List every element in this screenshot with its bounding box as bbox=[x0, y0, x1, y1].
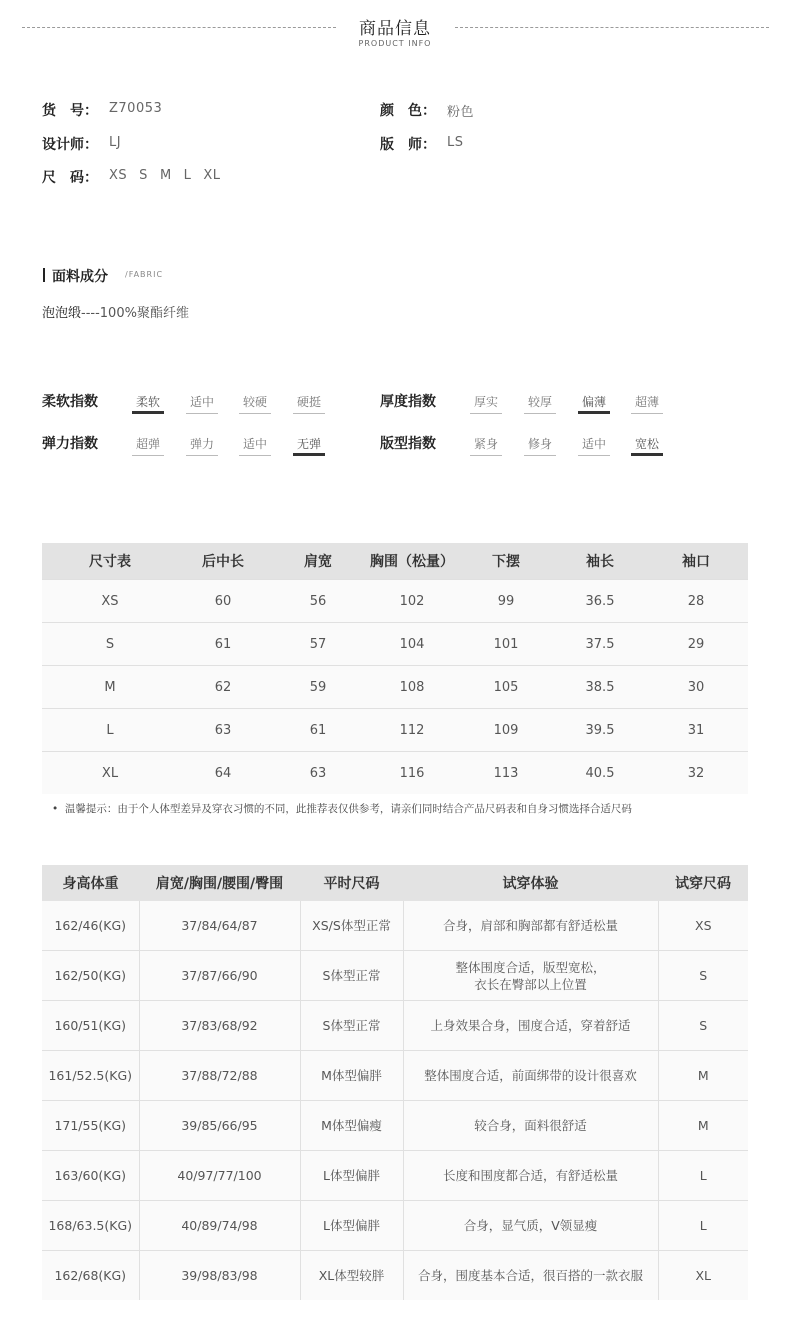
table-cell: 56 bbox=[268, 580, 368, 623]
table-cell: XL bbox=[658, 1251, 748, 1301]
table-cell: 162/50(KG) bbox=[42, 951, 139, 1001]
fit-option: 紧身 bbox=[470, 435, 502, 456]
table-cell: 162/68(KG) bbox=[42, 1251, 139, 1301]
softness-option: 适中 bbox=[186, 393, 218, 414]
size-option: XS bbox=[109, 168, 128, 183]
table-row bbox=[42, 951, 748, 1001]
column-header: 身高体重 bbox=[42, 865, 139, 901]
table-cell: S体型正常 bbox=[300, 1001, 403, 1051]
table-cell: L体型偏胖 bbox=[300, 1151, 403, 1201]
table-cell: 112 bbox=[368, 709, 456, 752]
table-cell: S bbox=[658, 1001, 748, 1051]
size-option: M bbox=[159, 168, 172, 183]
table-cell: 61 bbox=[268, 709, 368, 752]
fabric-title: 面料成分 bbox=[52, 269, 108, 285]
item-no-label: 货 号： bbox=[42, 103, 98, 119]
patternmaker-label: 版 师： bbox=[380, 137, 436, 153]
table-cell: 63 bbox=[268, 752, 368, 795]
table-cell: 合身，显气质，V领显瘦 bbox=[403, 1201, 658, 1251]
table-cell: 57 bbox=[268, 623, 368, 666]
softness-option: 柔软 bbox=[132, 393, 164, 414]
elasticity-option: 超弹 bbox=[132, 435, 164, 456]
table-cell: L体型偏胖 bbox=[300, 1201, 403, 1251]
table-cell: 较合身，面料很舒适 bbox=[403, 1101, 658, 1151]
column-header: 肩宽/胸围/腰围/臀围 bbox=[139, 865, 300, 901]
thickness-option: 较厚 bbox=[524, 393, 556, 414]
table-row bbox=[42, 1151, 748, 1201]
column-header: 尺寸表 bbox=[42, 543, 178, 580]
designer-value: LJ bbox=[109, 135, 122, 150]
table-cell: 37/87/66/90 bbox=[139, 951, 300, 1001]
table-cell: 61 bbox=[178, 623, 268, 666]
section-title: 商品信息 bbox=[359, 19, 431, 39]
column-header: 后中长 bbox=[178, 543, 268, 580]
table-cell: 31 bbox=[644, 709, 748, 752]
size-note: • 温馨提示：由于个人体型差异及穿衣习惯的不同，此推荐表仅供参考，请亲们同时结合产品尺码表和自身习惯选择合适尺码 bbox=[52, 803, 632, 815]
table-cell: 160/51(KG) bbox=[42, 1001, 139, 1051]
table-row bbox=[42, 666, 748, 709]
table-cell: 109 bbox=[456, 709, 556, 752]
table-cell: XL bbox=[42, 752, 178, 795]
table-cell: 合身，肩部和胸部都有舒适松量 bbox=[403, 901, 658, 951]
softness-label: 柔软指数 bbox=[42, 394, 98, 410]
table-row bbox=[42, 1201, 748, 1251]
thickness-option: 厚实 bbox=[470, 393, 502, 414]
table-cell: 101 bbox=[456, 623, 556, 666]
size-note-text: 温馨提示：由于个人体型差异及穿衣习惯的不同，此推荐表仅供参考，请亲们同时结合产品尺码表和自身习惯选择合适尺码 bbox=[64, 803, 632, 815]
size-label: 尺 码： bbox=[42, 170, 98, 186]
table-cell: 168/63.5(KG) bbox=[42, 1201, 139, 1251]
table-cell: 上身效果合身，围度合适，穿着舒适 bbox=[403, 1001, 658, 1051]
elasticity-label: 弹力指数 bbox=[42, 436, 98, 452]
table-row bbox=[42, 1101, 748, 1151]
column-header: 试穿体验 bbox=[403, 865, 658, 901]
table-cell: 40/89/74/98 bbox=[139, 1201, 300, 1251]
table-cell: 整体围度合适，版型宽松， 衣长在臀部以上位置 bbox=[403, 951, 658, 1001]
table-cell: 63 bbox=[178, 709, 268, 752]
table-cell: 32 bbox=[644, 752, 748, 795]
table-row bbox=[42, 1051, 748, 1101]
table-cell: S bbox=[42, 623, 178, 666]
table-cell: 99 bbox=[456, 580, 556, 623]
fabric-name: 泡泡缎 bbox=[42, 306, 82, 321]
fit-option: 修身 bbox=[524, 435, 556, 456]
table-cell: 38.5 bbox=[556, 666, 644, 709]
table-cell: 36.5 bbox=[556, 580, 644, 623]
column-header: 试穿尺码 bbox=[658, 865, 748, 901]
table-cell: M bbox=[42, 666, 178, 709]
designer-label: 设计师： bbox=[42, 137, 98, 153]
column-header: 下摆 bbox=[456, 543, 556, 580]
table-cell: 102 bbox=[368, 580, 456, 623]
elasticity-option: 弹力 bbox=[186, 435, 218, 456]
table-cell: 163/60(KG) bbox=[42, 1151, 139, 1201]
table-cell: 长度和围度都合适，有舒适松量 bbox=[403, 1151, 658, 1201]
table-cell: 37/83/68/92 bbox=[139, 1001, 300, 1051]
thickness-option: 偏薄 bbox=[578, 393, 610, 414]
table-row bbox=[42, 623, 748, 666]
table-cell: 整体围度合适，前面绑带的设计很喜欢 bbox=[403, 1051, 658, 1101]
table-cell: L bbox=[42, 709, 178, 752]
thickness-option: 超薄 bbox=[631, 393, 663, 414]
table-cell: 39/98/83/98 bbox=[139, 1251, 300, 1301]
color-value: 粉色 bbox=[447, 105, 475, 120]
table-cell: L bbox=[658, 1151, 748, 1201]
table-cell: 39.5 bbox=[556, 709, 644, 752]
table-cell: S bbox=[658, 951, 748, 1001]
size-option: XL bbox=[203, 168, 221, 183]
fit-option: 宽松 bbox=[631, 435, 663, 456]
softness-option: 较硬 bbox=[239, 393, 271, 414]
table-cell: 30 bbox=[644, 666, 748, 709]
table-cell: 29 bbox=[644, 623, 748, 666]
table-row bbox=[42, 901, 748, 951]
table-cell: S体型正常 bbox=[300, 951, 403, 1001]
item-no-value: Z70053 bbox=[109, 101, 163, 116]
softness-option: 硬挺 bbox=[293, 393, 325, 414]
table-cell: 28 bbox=[644, 580, 748, 623]
try-on-table-header bbox=[42, 865, 748, 901]
section-subtitle: PRODUCT INFO bbox=[358, 39, 432, 48]
table-cell: 113 bbox=[456, 752, 556, 795]
size-table bbox=[42, 543, 748, 794]
column-header: 肩宽 bbox=[268, 543, 368, 580]
table-cell: 64 bbox=[178, 752, 268, 795]
table-cell: M bbox=[658, 1101, 748, 1151]
column-header: 袖长 bbox=[556, 543, 644, 580]
table-cell: 171/55(KG) bbox=[42, 1101, 139, 1151]
table-cell: 62 bbox=[178, 666, 268, 709]
table-cell: M体型偏胖 bbox=[300, 1051, 403, 1101]
size-option: L bbox=[183, 168, 192, 183]
table-cell: M bbox=[658, 1051, 748, 1101]
table-cell: L bbox=[658, 1201, 748, 1251]
table-cell: M体型偏瘦 bbox=[300, 1101, 403, 1151]
table-cell: 合身，围度基本合适，很百搭的一款衣服 bbox=[403, 1251, 658, 1301]
size-option: S bbox=[139, 168, 148, 183]
column-header: 平时尺码 bbox=[300, 865, 403, 901]
fabric-title-marker bbox=[43, 268, 45, 282]
table-row bbox=[42, 1001, 748, 1051]
fabric-composition bbox=[42, 302, 189, 321]
table-cell: XS/S体型正常 bbox=[300, 901, 403, 951]
table-cell: XS bbox=[658, 901, 748, 951]
table-cell: 59 bbox=[268, 666, 368, 709]
table-cell: 105 bbox=[456, 666, 556, 709]
table-row bbox=[42, 709, 748, 752]
elasticity-option: 无弹 bbox=[293, 435, 325, 456]
table-cell: 37/84/64/87 bbox=[139, 901, 300, 951]
table-cell: XL体型较胖 bbox=[300, 1251, 403, 1301]
table-cell: 37.5 bbox=[556, 623, 644, 666]
try-on-table bbox=[42, 865, 748, 1300]
column-header: 袖口 bbox=[644, 543, 748, 580]
table-cell: XS bbox=[42, 580, 178, 623]
size-list bbox=[109, 168, 233, 183]
table-cell: 37/88/72/88 bbox=[139, 1051, 300, 1101]
table-cell: 116 bbox=[368, 752, 456, 795]
size-table-header bbox=[42, 543, 748, 580]
fabric-percent: ----100%聚酯纤维 bbox=[81, 306, 189, 321]
patternmaker-value: LS bbox=[447, 135, 464, 150]
table-cell: 39/85/66/95 bbox=[139, 1101, 300, 1151]
table-row bbox=[42, 580, 748, 623]
fit-label: 版型指数 bbox=[380, 436, 436, 452]
table-cell: 162/46(KG) bbox=[42, 901, 139, 951]
table-cell: 108 bbox=[368, 666, 456, 709]
table-cell: 60 bbox=[178, 580, 268, 623]
table-cell: 40/97/77/100 bbox=[139, 1151, 300, 1201]
column-header: 胸围（松量） bbox=[368, 543, 456, 580]
thickness-label: 厚度指数 bbox=[380, 394, 436, 410]
elasticity-option: 适中 bbox=[239, 435, 271, 456]
table-cell: 161/52.5(KG) bbox=[42, 1051, 139, 1101]
table-row bbox=[42, 1251, 748, 1301]
color-label: 颜 色： bbox=[380, 103, 436, 119]
fit-option: 适中 bbox=[578, 435, 610, 456]
table-cell: 40.5 bbox=[556, 752, 644, 795]
table-row bbox=[42, 752, 748, 795]
table-cell: 104 bbox=[368, 623, 456, 666]
fabric-subtitle: /FABRIC bbox=[125, 270, 164, 279]
